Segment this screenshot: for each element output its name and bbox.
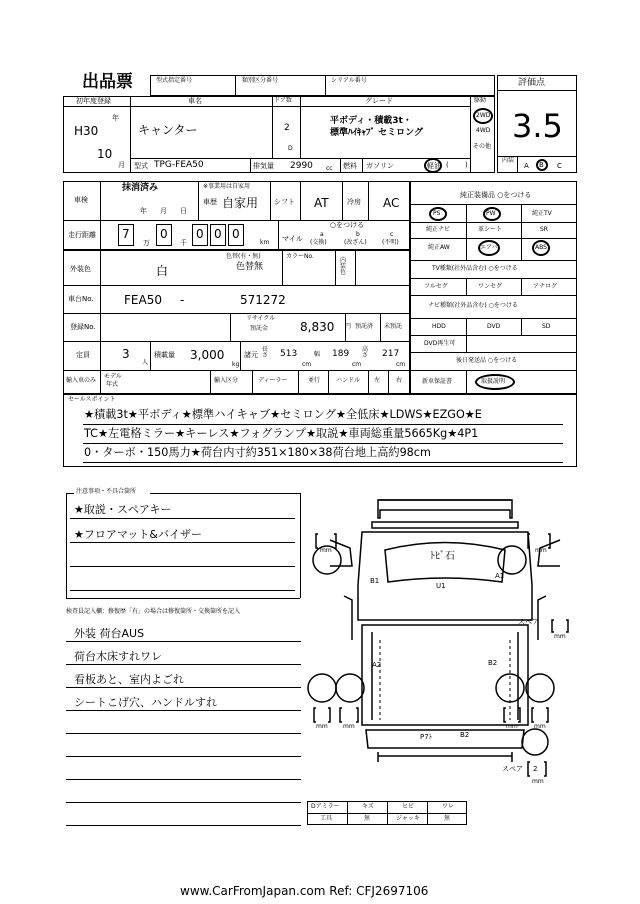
- tv-analog: アナログ: [533, 283, 558, 290]
- inspection-label: 車検: [74, 196, 88, 204]
- history-note: ※事業用は自家用: [203, 183, 251, 190]
- diagram-b2: B2: [488, 659, 498, 667]
- mileage-digit-1: 7: [122, 227, 130, 241]
- diagram-b2-rear: B2: [460, 731, 470, 739]
- history-label: 車歴: [203, 198, 217, 206]
- chassis-dash: -: [180, 293, 185, 307]
- note-item-2: ★フロアマット&バイザー: [74, 528, 202, 541]
- inspection-value: 抹消済み: [122, 183, 159, 193]
- navi-dvd: DVD: [487, 323, 501, 330]
- shift-value: AT: [314, 196, 329, 210]
- color-no-label: カラーNo.: [286, 253, 314, 260]
- equip-seat: 革シート: [478, 226, 503, 233]
- month-unit: 月: [118, 161, 125, 169]
- form-title: 出品票: [82, 72, 133, 92]
- dim-label: 諸元: [244, 351, 258, 359]
- diagram-a1: A1: [495, 572, 505, 580]
- mileage-km: km: [260, 239, 270, 246]
- color-change-label: 色替(有・無): [226, 253, 261, 260]
- inspector-item-4: シートこげ穴、ハンドルすれ: [74, 696, 217, 709]
- recycle-label-2: 預託金: [250, 325, 269, 332]
- mileage-digit-4: 0: [214, 227, 222, 241]
- grade-label: グレード: [365, 97, 393, 105]
- equip-sr: SR: [540, 226, 548, 233]
- equip-ps: PS: [433, 210, 441, 217]
- car-name-label: 車名: [188, 97, 202, 105]
- mm-rear-left-1: mm: [316, 723, 328, 730]
- tools-c2: 無: [364, 815, 371, 822]
- later-warranty: 新車保証書: [422, 378, 453, 385]
- interior-a: A: [524, 162, 529, 170]
- spare-label-1: スペア: [518, 618, 539, 626]
- mileage-sen: 千: [180, 239, 187, 247]
- exterior-color: 白: [156, 264, 169, 278]
- fuel-paren-close: ): [465, 161, 468, 169]
- diagram-b1: B1: [370, 577, 380, 585]
- recycle-label: リサイクル: [246, 315, 276, 322]
- windshield-label: ﾄﾋﾞ石: [430, 551, 455, 562]
- height-unit: cm: [396, 361, 406, 368]
- length-value: 513: [280, 349, 298, 359]
- model-type: TPG-FEA50: [154, 160, 204, 170]
- door-count: 2: [284, 123, 290, 133]
- drive-other: その他: [473, 143, 492, 150]
- equip-pw: PW: [486, 210, 496, 217]
- recycle-unit: 円: [345, 323, 352, 330]
- interior-color-label: 内装色: [340, 257, 347, 276]
- mm-spare-1: mm: [554, 633, 566, 640]
- inspector-item-1: 外装 荷台AUS: [74, 627, 145, 640]
- inspector-label: 検査員記入欄：修復歴「有」の場合は修復箇所・交換箇所を記入: [66, 608, 241, 615]
- exterior-label: 外装色: [70, 265, 91, 273]
- width-unit: cm: [352, 361, 362, 368]
- load-label: 積載量: [154, 351, 175, 359]
- first-reg-label: 初年度登録: [76, 97, 111, 105]
- spare-number: 2: [533, 765, 538, 773]
- mm-rear-right-2: mm: [534, 723, 546, 730]
- later-title: 後日発送品 ○をつける: [456, 357, 518, 364]
- inspector-item-2: 荷台木床すれワレ: [74, 650, 162, 663]
- score-value: 3.5: [512, 107, 563, 145]
- mm-spare-2: mm: [532, 778, 544, 785]
- field-serial: シリアル番号: [331, 77, 367, 84]
- recycle-not: 未預託: [384, 323, 403, 330]
- equip-airbag: エアバ: [480, 244, 498, 251]
- tools-c3: ジャッキ: [396, 815, 420, 822]
- diagram-a2: A2: [372, 661, 382, 669]
- door-unit: D: [288, 145, 293, 152]
- length-unit: cm: [302, 361, 312, 368]
- navi-type-title: ナビ種類(社外品含む) ○をつける: [428, 302, 518, 309]
- tv-type-title: TV種類(社外品含む) ○をつける: [432, 265, 518, 272]
- fuel-gasoline: ガソリン: [366, 162, 394, 170]
- load-value: 3,000: [190, 348, 225, 362]
- handle-right: 右: [396, 377, 403, 384]
- opt-c-top: c: [390, 231, 394, 238]
- fuel-paren: (: [446, 161, 449, 169]
- inspector-item-3: 看板あと、室内よごれ: [74, 673, 184, 686]
- handle-label: ハンドル: [336, 377, 361, 384]
- equip-abs: ABS: [535, 244, 547, 251]
- grade-line1: 平ボディ・積載3t・: [330, 116, 412, 126]
- inspection-month: 月: [160, 207, 167, 215]
- equip-tv: 純正TV: [532, 210, 552, 217]
- opt-a-top: a: [320, 231, 324, 238]
- spare-label-2: スペア: [502, 765, 523, 773]
- tools-h1: Dアミラー: [311, 803, 340, 810]
- fuel-diesel: 軽油: [427, 162, 441, 170]
- model-year-label-2: 年式: [106, 381, 119, 388]
- opt-c-label: (不明): [382, 239, 399, 246]
- interior-b: B: [539, 161, 544, 169]
- chassis-prefix: FEA50: [124, 293, 162, 307]
- width-label: 幅: [314, 351, 321, 358]
- model-type-label: 型式: [134, 162, 148, 170]
- mm-rear-left-2: mm: [343, 723, 355, 730]
- diagram-p7: P7ﾄ: [420, 733, 433, 741]
- width-value: 189: [332, 349, 350, 359]
- import-type-label: 輸入区分: [214, 377, 239, 384]
- opt-a-label: (交換): [310, 239, 327, 246]
- mileage-digit-3: 0: [196, 227, 204, 241]
- interior-c: C: [557, 162, 562, 170]
- tools-h3: ヒビ: [402, 803, 415, 810]
- ac-value: AC: [383, 196, 400, 210]
- sales-label: セールスポイント: [68, 396, 116, 403]
- cc-value: 2990: [290, 161, 313, 171]
- sales-line-2: TC★左電格ミラー★キーレス★フォグランプ★取説★車両総重量5665Kg★4P1: [84, 427, 479, 440]
- first-reg-year: H30: [74, 124, 99, 138]
- tv-oneseg: ワンセグ: [478, 283, 503, 290]
- drive-label: 駆動: [474, 97, 487, 104]
- history-value: 自家用: [222, 196, 259, 210]
- later-manual: 取扱説明: [481, 378, 506, 385]
- tools-h2: キズ: [362, 803, 374, 810]
- cc-label: 排気量: [253, 162, 274, 170]
- sales-line-1: ★積載3t★平ボディ★標準ハイキャブ★セミロング★全低床★LDWS★EZGO★E: [84, 408, 482, 421]
- mile-circle-note: ○をつける: [330, 221, 365, 229]
- height-label: 高さ: [362, 346, 369, 359]
- mileage-digit-5: 0: [232, 227, 240, 241]
- handle-left: 左: [374, 377, 381, 384]
- drive-4wd: 4WD: [476, 127, 491, 134]
- equip-aw: 純正AW: [428, 244, 450, 251]
- mm-front-right: mm: [535, 547, 547, 554]
- opt-b-top: b: [356, 231, 360, 238]
- chassis-number: 571272: [240, 293, 286, 307]
- equipment-title: 純正装備品 ○をつける: [460, 191, 532, 199]
- tools-c1: 工具: [320, 815, 333, 822]
- grade-line2: 標準ﾊｲｷｬﾌﾞ セミロング: [330, 128, 423, 138]
- notes-label: 注意事項・不具合箇所: [76, 488, 137, 495]
- import-parallel: 並行: [308, 377, 321, 384]
- color-change: 色替無: [236, 262, 264, 272]
- year-unit: 年: [112, 114, 119, 122]
- import-dealer: ディーラー: [258, 377, 288, 384]
- inspection-year: 年: [140, 207, 147, 215]
- capacity-label: 定員: [76, 351, 90, 359]
- tv-fullseg: フルセグ: [424, 283, 448, 290]
- note-item-1: ★取説・スペアキー: [74, 503, 172, 516]
- mileage-digit-2: 0: [160, 227, 168, 241]
- cc-unit: cc: [326, 165, 333, 172]
- recycle-amount: 8,830: [300, 320, 335, 334]
- capacity-unit: 人: [142, 359, 149, 366]
- tools-c4: 無: [444, 815, 451, 822]
- fuel-label: 燃料: [343, 162, 357, 170]
- footer-watermark: www.CarFromJapan.com Ref: CFJ2697106: [180, 884, 429, 898]
- diagram-u1: U1: [436, 582, 446, 590]
- import-label: 輸入車のみ: [66, 377, 97, 384]
- drive-2wd: 2WD: [476, 112, 491, 119]
- field-category: 類別区分番号: [242, 77, 279, 84]
- opt-b-label: (改ざん): [344, 239, 367, 246]
- height-value: 217: [382, 349, 400, 359]
- score-label: 評価点: [518, 78, 546, 88]
- first-reg-month: 10: [97, 147, 113, 161]
- equip-navi: 純正ナビ: [426, 226, 451, 233]
- door-label: ドア数: [274, 97, 292, 104]
- model-year-label: モデル: [104, 373, 122, 380]
- mm-front-left: mm: [320, 547, 332, 554]
- reg-label: 登録No.: [70, 323, 96, 331]
- navi-sd: SD: [542, 323, 551, 330]
- mile-label: マイル: [282, 235, 303, 243]
- car-name: キャンター: [138, 123, 198, 137]
- navi-hdd: HDD: [432, 323, 446, 330]
- chassis-label: 車台No.: [68, 295, 94, 303]
- shift-label: シフト: [274, 198, 295, 206]
- tools-h4: ワレ: [442, 803, 455, 810]
- recycle-done: 預託済: [355, 323, 374, 330]
- navi-dvd-play: DVD再生可: [424, 340, 456, 347]
- interior-label: 内装: [502, 157, 515, 164]
- load-unit: kg: [232, 361, 240, 368]
- inspection-day: 日: [180, 207, 187, 215]
- sales-line-3: 0・ターボ・150馬力★荷台内寸約351×180×38荷台地上高約98cm: [84, 446, 431, 459]
- ac-label: 冷房: [347, 198, 361, 206]
- field-type-designation: 型式指定番号: [156, 77, 193, 84]
- length-label: 長さ: [262, 346, 269, 359]
- capacity-value: 3: [122, 347, 130, 361]
- mileage-man: 万: [143, 239, 150, 247]
- mileage-label: 走行距離: [68, 231, 96, 239]
- mm-rear-right-1: mm: [506, 723, 518, 730]
